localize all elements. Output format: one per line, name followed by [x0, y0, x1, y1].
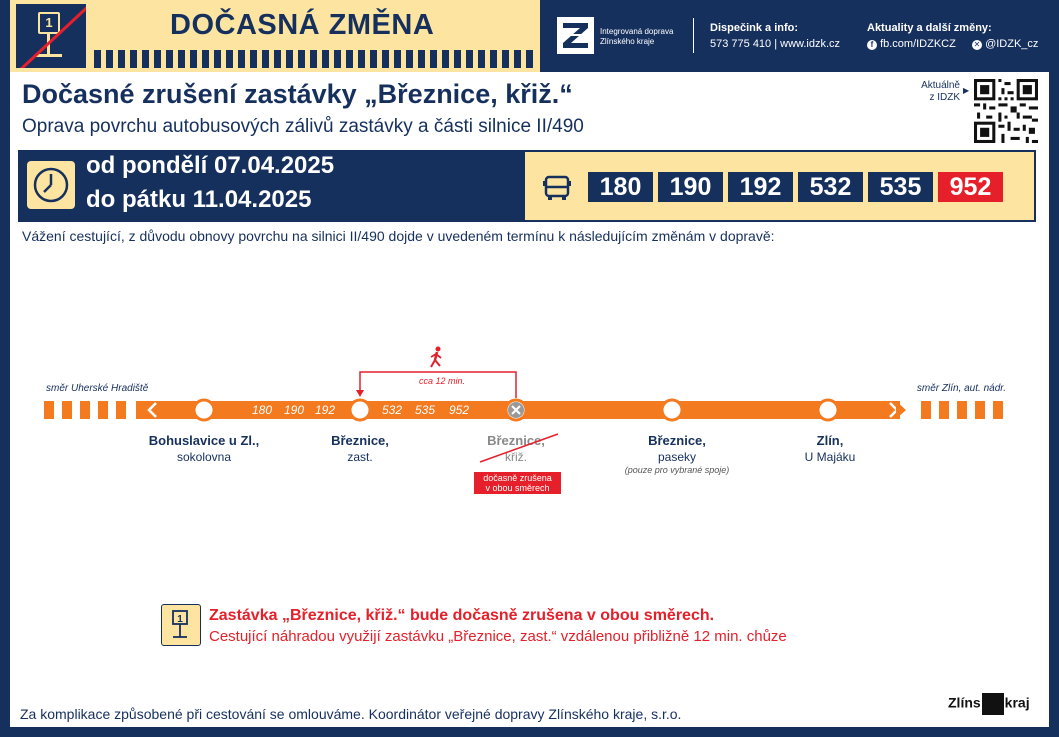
date-to: do pátku 11.04.2025 [86, 186, 312, 213]
x-link[interactable] [972, 38, 1038, 50]
x-icon: ✕ [973, 40, 981, 49]
line-badge-192: 192 [728, 172, 793, 202]
route-line-number: 952 [449, 403, 470, 417]
route-line-number: 190 [284, 403, 305, 417]
line-badge-190: 190 [658, 172, 723, 202]
stop-marker[interactable] [818, 400, 838, 420]
header-stripes [94, 50, 534, 68]
stop-sub-bohuslavice: sokolovna [176, 450, 232, 464]
clock-icon [27, 161, 75, 209]
stop-name-breznice-kriz: Březnice, [487, 433, 545, 448]
cancelled-badge-line2: v obou směrech [485, 483, 550, 493]
stop-sub-breznice-kriz: křiž. [505, 450, 527, 464]
idzk-logo-icon [557, 17, 594, 54]
stop-marker[interactable] [350, 400, 370, 420]
stop-sub-zlin: U Majáku [804, 450, 856, 464]
dispatch-contact[interactable]: 573 775 410 | www.idzk.cz [710, 38, 841, 50]
strike-through-line [478, 432, 562, 464]
page-subtitle: Oprava povrchu autobusových zálivů zastávky a části silnice II/490 [22, 116, 584, 137]
route-line-number: 192 [315, 403, 336, 417]
dispatch-label: Dispečink a info: [710, 22, 799, 34]
facebook-handle: fb.com/IDZKCZ [880, 38, 956, 50]
x-handle: @IDZK_cz [985, 38, 1039, 50]
walk-time: cca 12 min. [418, 376, 466, 386]
line-badge-952: 952 [938, 172, 1003, 202]
line-badge-535: 535 [868, 172, 933, 202]
logo-text-left: Zlíns [948, 694, 981, 711]
line-badge-180: 180 [588, 172, 653, 202]
stop-name-zlin: Zlín, [816, 433, 844, 448]
qr-label-line2: z IDZK [929, 92, 960, 103]
svg-text:1: 1 [177, 614, 183, 625]
facebook-link[interactable] [867, 38, 956, 50]
stop-sub-breznice-paseky: paseky [657, 450, 697, 464]
stop-note-breznice-paseky: (pouze pro vybrané spoje) [624, 465, 730, 475]
stop-name-bohuslavice: Bohuslavice u Zl., [148, 433, 260, 448]
route-line-number: 180 [252, 403, 273, 417]
notice-headline: Zastávka „Březnice, křiž.“ bude dočasně zrušena v obou směrech. [209, 607, 715, 624]
stop-name-breznice-zast: Březnice, [331, 433, 389, 448]
cancelled-badge-line1: dočasně zrušena [483, 473, 552, 483]
notice-detail: Cestující náhradou využijí zastávku „Březnice, zast.“ vzdálenou přibližně 12 min. chůze [209, 628, 787, 645]
stop-marker[interactable] [662, 400, 682, 420]
facebook-icon: f [867, 40, 877, 50]
page-title: Dočasné zrušení zastávky „Březnice, křiž.“ [22, 79, 573, 109]
zlin-region-logo [948, 693, 1030, 715]
stop-marker[interactable] [194, 400, 214, 420]
logo-text-right: kraj [1004, 694, 1030, 711]
crossed-stop-sign-icon [16, 4, 86, 68]
stop-sub-breznice-zast: zast. [347, 450, 373, 464]
intro-text: Vážení cestující, z důvodu obnovy povrchu na silnici II/490 dojde v uvedeném termínu k následujícím změnám v dopravě: [22, 228, 775, 244]
stop-name-breznice-paseky: Březnice, [648, 433, 706, 448]
pedestrian-icon [431, 347, 441, 368]
cancelled-badge [474, 472, 561, 494]
direction-right: směr Zlín, aut. nádr. [916, 383, 1006, 394]
stop-sign-number: 1 [38, 12, 60, 34]
org-name-line2: Zlínského kraje [600, 37, 655, 46]
direction-left: směr Uherské Hradiště [46, 383, 149, 394]
stop-sign-icon [161, 604, 201, 646]
line-badge-532: 532 [798, 172, 863, 202]
route-dashes-left [44, 401, 126, 419]
header-divider [693, 18, 694, 53]
header-title: DOČASNÁ ZMĚNA [170, 9, 435, 41]
org-name-line1: Integrovaná doprava [600, 27, 674, 36]
footer-text: Za komplikace způsobené při cestování se omlouváme. Koordinátor veřejné dopravy Zlínského kraje, s.r.o. [20, 706, 682, 722]
news-label: Aktuality a další změny: [867, 22, 992, 34]
route-line-number: 532 [382, 403, 403, 417]
logo-block [982, 693, 1004, 715]
qr-arrow-icon: ▶ [963, 86, 970, 95]
date-from: od pondělí 07.04.2025 [86, 152, 335, 179]
route-dashes-right [921, 401, 1003, 419]
route-line-number: 535 [415, 403, 436, 417]
qr-code[interactable] [974, 79, 1038, 143]
qr-label-line1: Aktuálně [921, 80, 960, 91]
bus-icon [542, 173, 572, 203]
qr-label [900, 80, 960, 104]
